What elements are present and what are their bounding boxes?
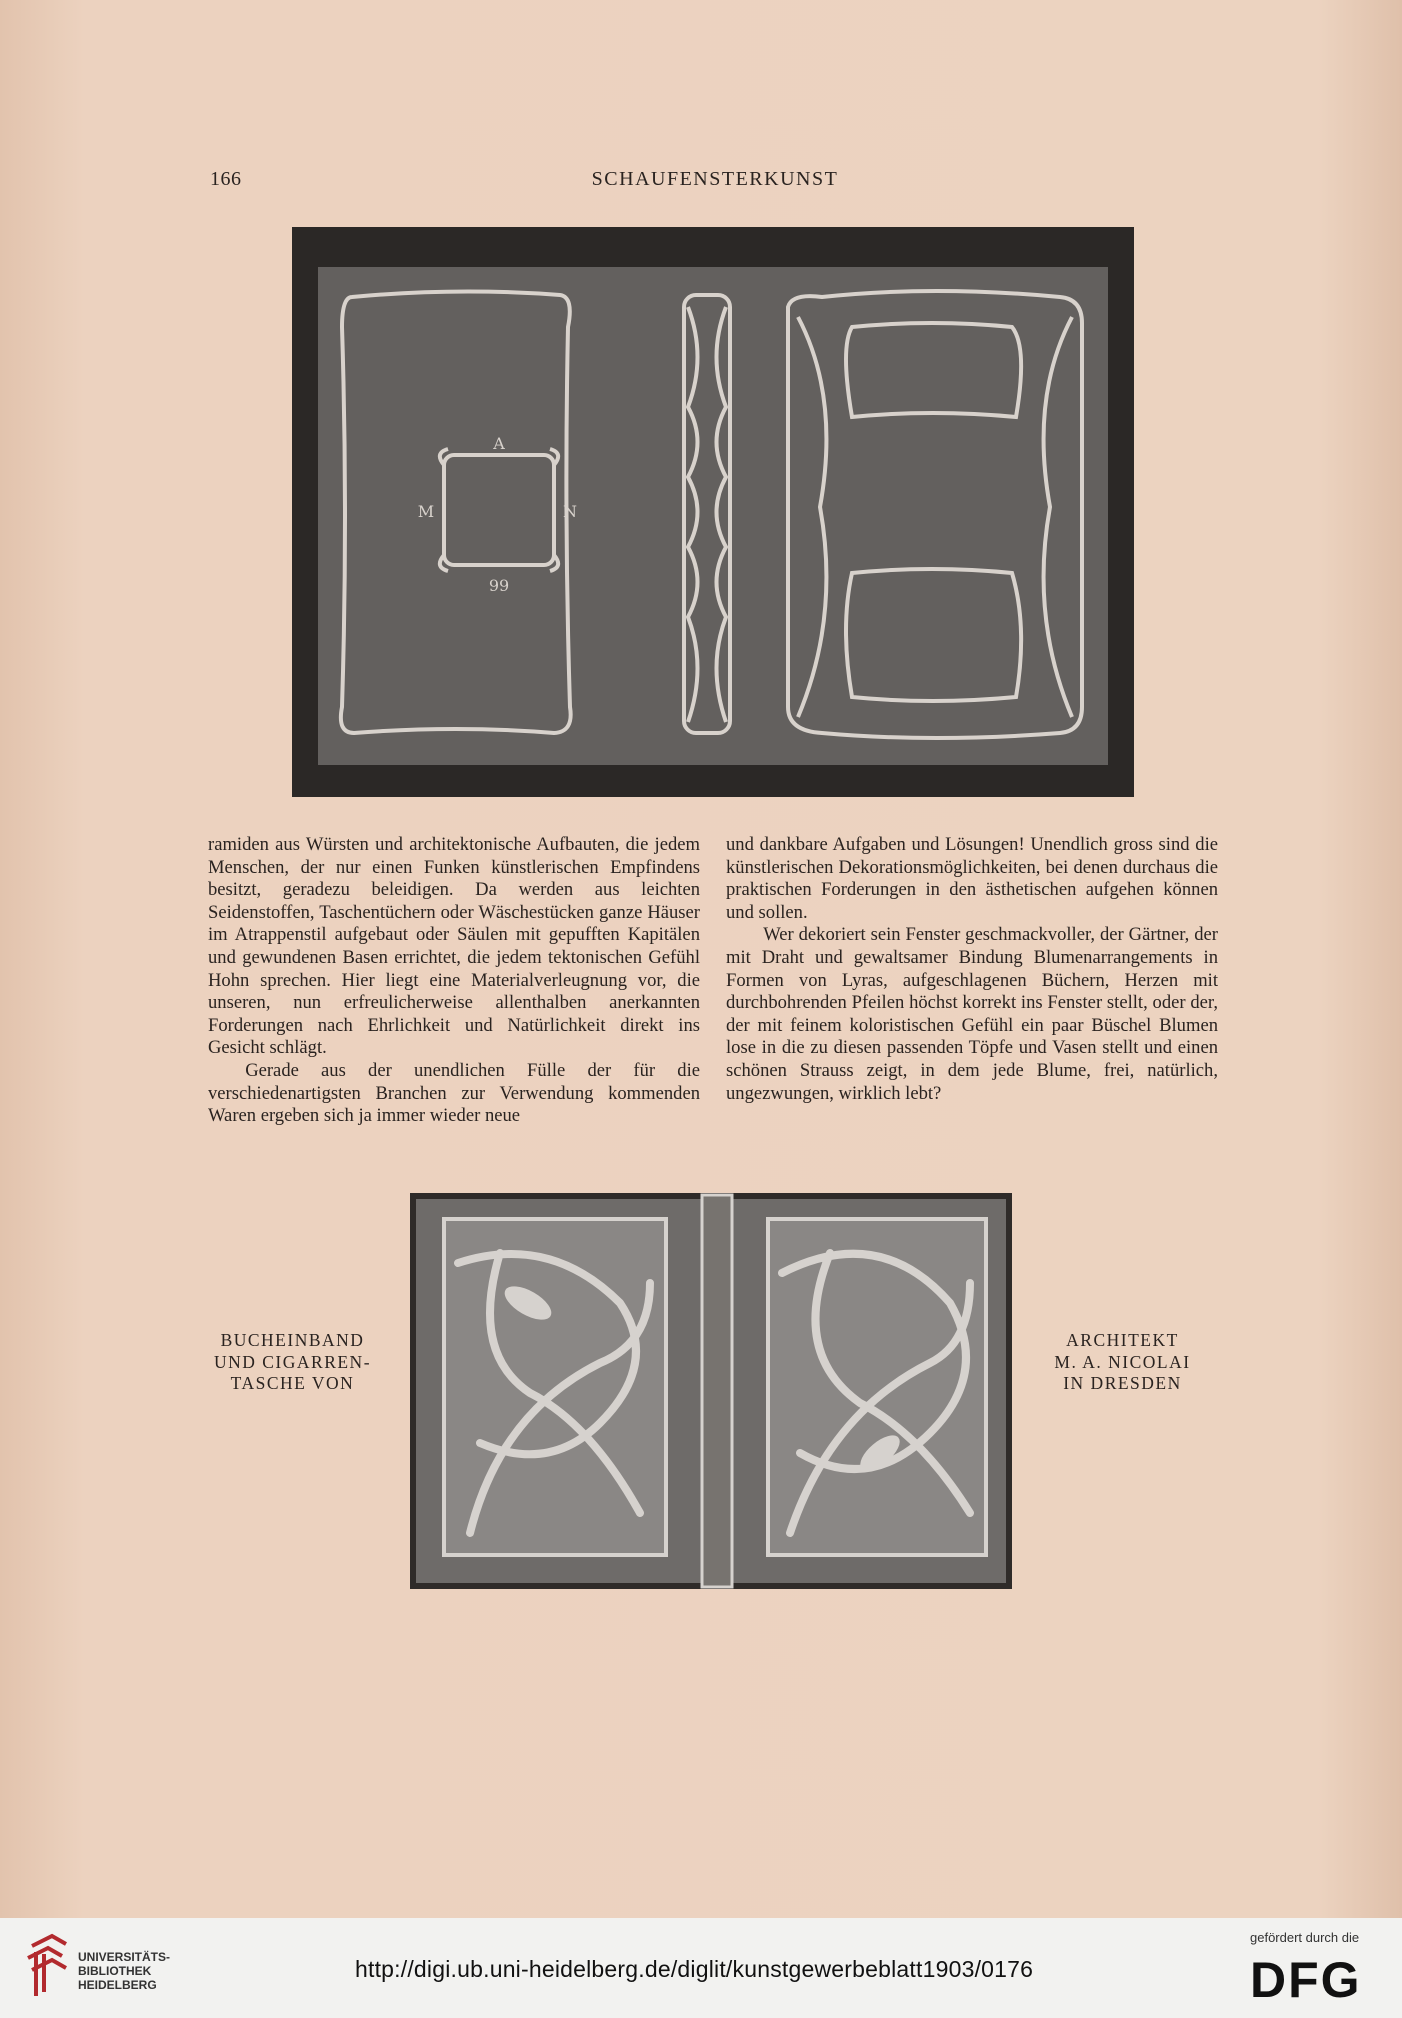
library-logo-icon bbox=[22, 1932, 72, 2002]
monogram-letter-right: N bbox=[563, 502, 577, 521]
text-column-right bbox=[726, 834, 1218, 1105]
paragraph: Gerade aus der unendlichen Fülle der für die verschiedenartigsten Branchen zur Verwendung kommenden Waren ergeben sich ja immer wieder neue bbox=[208, 1059, 700, 1127]
monogram-letter-top: A bbox=[493, 434, 505, 453]
paragraph: Wer dekoriert sein Fenster geschmackvoller, der Gärtner, der mit Draht und gewaltsamer Bindung Blumenarrangements in Formen von Lyras, aufgeschlagenen Büchern, Herzen mit durchbohrenden Pfeilen höchst korrekt ins Fenster stellt, oder der, der mit feinem koloristischen Gefühl ein paar Büschel Blumen lose in die zu diesen passenden Töpfe und Vasen stellt und einen schönen Strauss zeigt, in dem jede Blume, frei, natürlich, ungezwungen, wirklich lebt? bbox=[726, 924, 1218, 1104]
digitization-footer bbox=[0, 1918, 1402, 2018]
book-cover-illustration bbox=[292, 227, 1134, 797]
paragraph: ramiden aus Würsten und architektonische Aufbauten, die jedem Menschen, der nur einen Funken künstlerischen Empfindens besitzt, geradezu beleidigen. Da werden aus leichten Seidenstoffen, Taschentüchern oder Wäschestücken ganze Häuser im Atrappenstil aufgebaut oder Säulen mit gepufften Kapitälen und gewundenen Basen errichtet, die jedem tektonischen Gefühl Hohn sprechen. Hier liegt eine Materialverleugnung vor, die unseren, nun erfreulicherweise allenthalben anerkannten Forderungen nach Ehrlichkeit und Natürlichkeit direkt ins Gesicht schlägt. bbox=[208, 834, 700, 1059]
case-spine bbox=[702, 1195, 732, 1587]
paragraph: und dankbare Aufgaben und Lösungen! Unendlich gross sind die künstlerischen Dekorationsmöglichkeiten, bei denen durchaus die praktischen Forderungen in den ästhetischen aufgehen können und sollen. bbox=[726, 834, 1218, 923]
figure-caption-left: BUCHEINBAND UND CIGARREN- TASCHE VON bbox=[213, 1330, 372, 1393]
cigar-case-illustration bbox=[410, 1193, 1012, 1589]
library-name: UNIVERSITÄTS- BIBLIOTHEK HEIDELBERG bbox=[78, 1950, 171, 1992]
monogram-letter-left: M bbox=[417, 502, 435, 521]
funding-label: gefördert durch die bbox=[1250, 1930, 1360, 1945]
dfg-logo: DFG bbox=[1250, 1952, 1362, 2008]
monogram-numeral-bottom: 99 bbox=[488, 576, 510, 595]
figure-caption-right: ARCHITEKT M. A. NICOLAI IN DRESDEN bbox=[1054, 1330, 1191, 1393]
page-number: 166 bbox=[210, 168, 242, 190]
permalink-url[interactable]: http://digi.ub.uni-heidelberg.de/diglit/kunstgewerbeblatt1903/0176 bbox=[355, 1956, 1034, 1982]
running-head: SCHAUFENSTERKUNST bbox=[591, 168, 839, 190]
text-column-left bbox=[208, 834, 700, 1128]
